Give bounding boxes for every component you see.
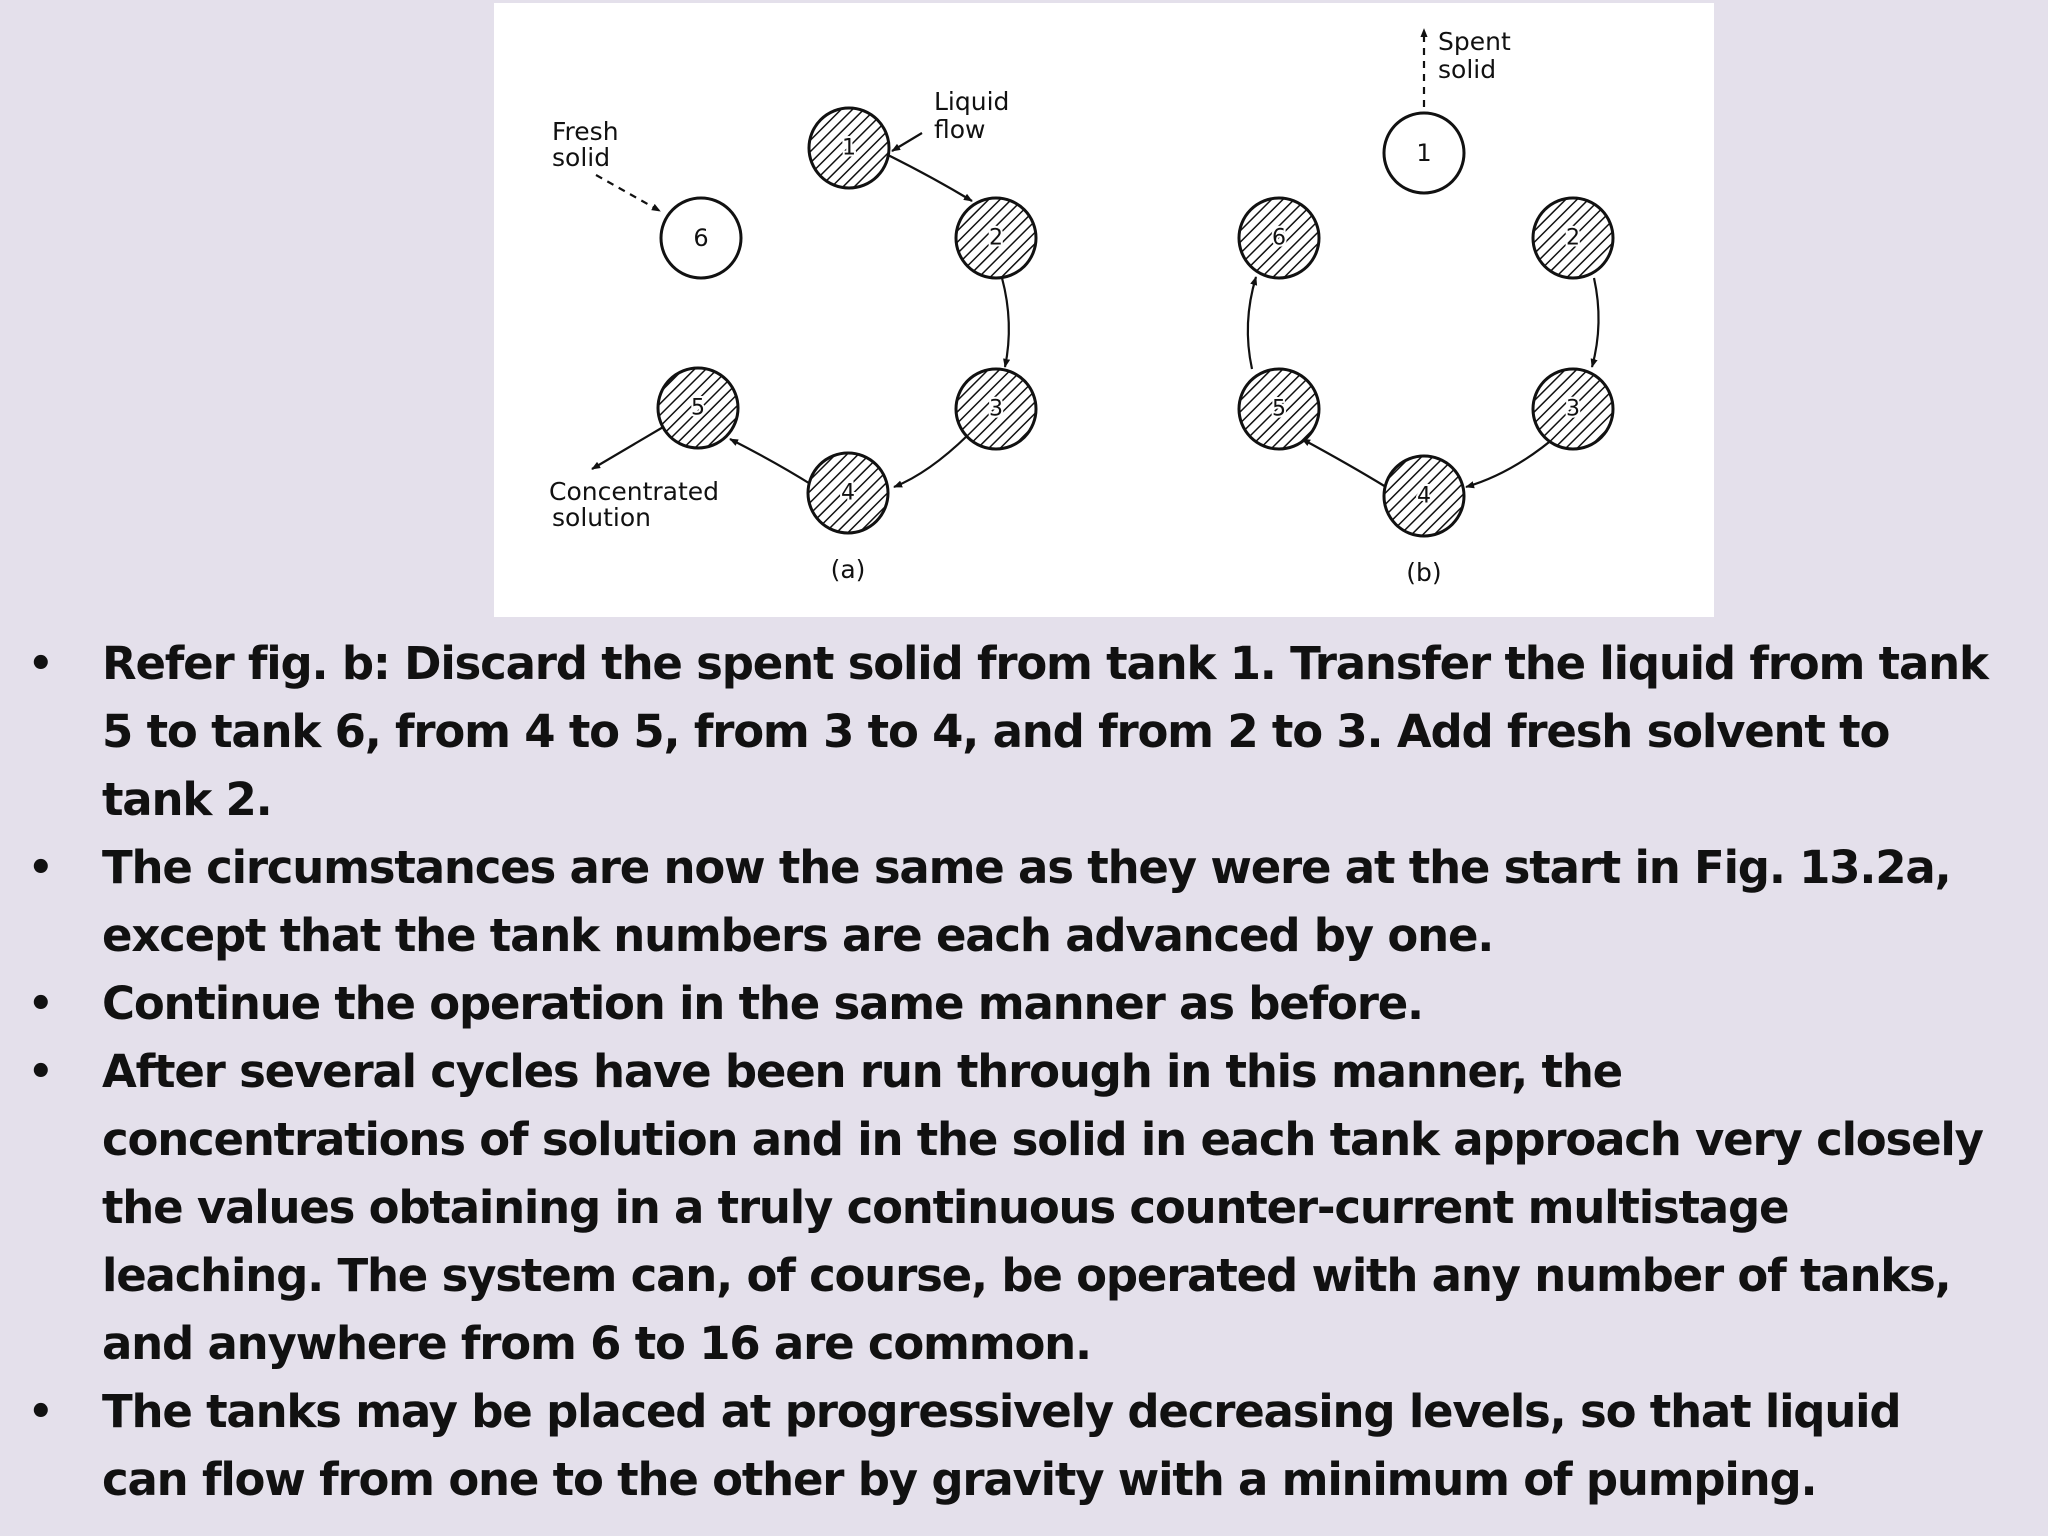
diagram-a-caption: (a): [830, 555, 866, 584]
concentrated-solution-arrow: [592, 423, 670, 469]
tank-b-2-number: 2: [1566, 225, 1580, 251]
diagram-b-caption: (b): [1406, 558, 1442, 587]
bullet-dot-icon: •: [28, 845, 53, 891]
flow-arc-1-2: [888, 155, 972, 201]
bullet-dot-icon: •: [28, 641, 53, 687]
bullet-dot-icon: •: [28, 1389, 53, 1435]
tank-a-4-number: 4: [841, 480, 855, 506]
leaching-tanks-diagram: [494, 3, 1714, 617]
flow-arc-2-3: [1002, 278, 1009, 367]
bullet-dot-icon: •: [28, 981, 53, 1027]
flow-arc-b-2-3: [1592, 278, 1599, 367]
bullet-item-4: [0, 1038, 2048, 1378]
liquid-flow-label-line2: flow: [934, 115, 986, 144]
tank-b-4-number: 4: [1417, 483, 1431, 509]
spent-solid-label-line2: solid: [1438, 55, 1497, 84]
bullet-list: [0, 630, 2048, 1514]
bullet-item-2: [0, 834, 2048, 970]
tank-b-3-number: 3: [1566, 396, 1580, 422]
fresh-solid-arrow: [596, 175, 660, 211]
liquid-flow-label-line1: Liquid: [934, 87, 1010, 116]
bullet-item-5: [0, 1378, 2048, 1514]
tank-a-3-number: 3: [989, 396, 1003, 422]
flow-arc-b-3-4: [1466, 433, 1560, 487]
bullet-text-3: Continue the operation in the same manner as before.: [102, 977, 1423, 1030]
flow-arc-3-4: [894, 435, 968, 487]
bullet-dot-icon: •: [28, 1049, 53, 1095]
tank-a-6-number: 6: [693, 224, 709, 252]
bullet-item-3: [0, 970, 2048, 1038]
tank-a-5-number: 5: [691, 395, 705, 421]
liquid-flow-pointer: [892, 133, 922, 151]
concentrated-solution-label-line2: solution: [552, 503, 651, 532]
diagram-a: [549, 87, 1036, 584]
flow-arc-4-5: [730, 439, 812, 485]
bullet-text-1: Refer fig. b: Discard the spent solid from tank 1. Transfer the liquid from tank 5 to tank 6, from 4 to 5, from 3 to 4, and from 2 to 3. Add fresh solvent to tank 2.: [102, 637, 1988, 826]
figure-panel: [494, 3, 1714, 617]
bullet-text-4: After several cycles have been run through in this manner, the concentrations of solution and in the solid in each tank approach very closely the values obtaining in a truly continuous counter-current multistage leaching. The system can, of course, be operated with any number of tanks, and anywhere from 6 to 16 are common.: [102, 1045, 1983, 1370]
tank-b-1-number: 1: [1416, 139, 1432, 167]
spent-solid-label-line1: Spent: [1438, 27, 1511, 56]
flow-arc-b-4-5: [1302, 439, 1386, 487]
tank-b-5-number: 5: [1272, 396, 1286, 422]
tank-a-2-number: 2: [989, 225, 1003, 251]
flow-arc-b-5-6: [1248, 277, 1256, 369]
fresh-solid-label-line2: solid: [552, 143, 611, 172]
tank-b-6-number: 6: [1272, 225, 1286, 251]
tank-a-1-number: 1: [842, 135, 856, 161]
fresh-solid-label-line1: Fresh: [552, 117, 619, 146]
bullet-text-2: The circumstances are now the same as they were at the start in Fig. 13.2a, except that the tank numbers are each advanced by one.: [102, 841, 1951, 962]
bullet-item-1: [0, 630, 2048, 834]
diagram-b: [1239, 27, 1613, 587]
concentrated-solution-label-line1: Concentrated: [549, 477, 720, 506]
bullet-text-5: The tanks may be placed at progressively decreasing levels, so that liquid can flow from one to the other by gravity with a minimum of pumping.: [102, 1385, 1901, 1506]
